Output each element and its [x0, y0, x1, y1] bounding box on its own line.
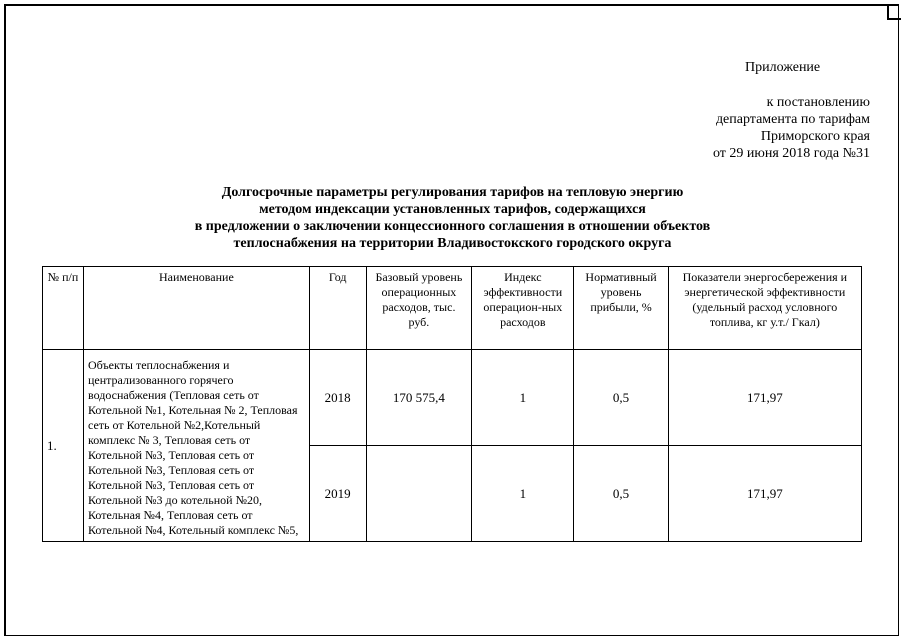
header-year: Год — [309, 267, 366, 350]
header-profit-level: Нормативный уровень прибыли, % — [574, 267, 668, 350]
header-num: № п/п — [43, 267, 84, 350]
header-efficiency-index: Индекс эффективности операцион-ных расходов — [472, 267, 574, 350]
header-base-costs: Базовый уровень операционных расходов, тыс. руб. — [366, 267, 472, 350]
row-number: 1. — [43, 350, 84, 542]
cell-year: 2019 — [309, 446, 366, 542]
cell-profit-level: 0,5 — [574, 446, 668, 542]
appendix-line: Приморского края — [760, 129, 870, 144]
appendix-line: к постановлению — [766, 95, 870, 110]
appendix-reference — [690, 94, 870, 162]
document-title — [130, 184, 775, 252]
cell-base-costs: 170 575,4 — [366, 350, 472, 446]
cell-base-costs — [366, 446, 472, 542]
cell-profit-level: 0,5 — [574, 350, 668, 446]
table-row — [43, 350, 862, 446]
title-line: методом индексации установленных тарифов, содержащихся — [259, 202, 646, 217]
title-line: в предложении о заключении концессионного соглашения в отношении объектов — [194, 219, 711, 234]
row-name: Объекты теплоснабжения и централизованного горячего водоснабжения (Тепловая сеть от Котельной №1, Котельная № 2, Тепловая сеть от Котельной №2,Котельный комплекс № 3, Тепловая сеть от Котельной №3, Тепловая сеть от Котельной №3, Тепловая сеть от Котельной №3, Тепловая сеть от Котельной №3 до котельной №20, Котельная №4, Тепловая сеть от Котельной №4, Котельный комплекс №5, — [83, 350, 309, 542]
appendix-title: Приложение — [745, 60, 821, 75]
table-header-row — [43, 267, 862, 350]
cell-energy-indicator: 171,97 — [668, 446, 861, 542]
cell-year: 2018 — [309, 350, 366, 446]
appendix-line: от 29 июня 2018 года №31 — [712, 146, 870, 161]
header-name: Наименование — [83, 267, 309, 350]
cell-energy-indicator: 171,97 — [668, 350, 861, 446]
title-line: Долгосрочные параметры регулирования тарифов на тепловую энергию — [221, 185, 684, 200]
header-energy-indicators: Показатели энергосбережения и энергетической эффективности (удельный расход условного топлива, кг у.т./ Гкал) — [668, 267, 861, 350]
title-line: теплоснабжения на территории Владивостокского городского округа — [233, 236, 672, 251]
appendix-line: департамента по тарифам — [715, 112, 870, 127]
cell-efficiency-index: 1 — [472, 350, 574, 446]
parameters-table — [42, 266, 862, 542]
page-corner-mark — [887, 4, 901, 20]
cell-efficiency-index: 1 — [472, 446, 574, 542]
